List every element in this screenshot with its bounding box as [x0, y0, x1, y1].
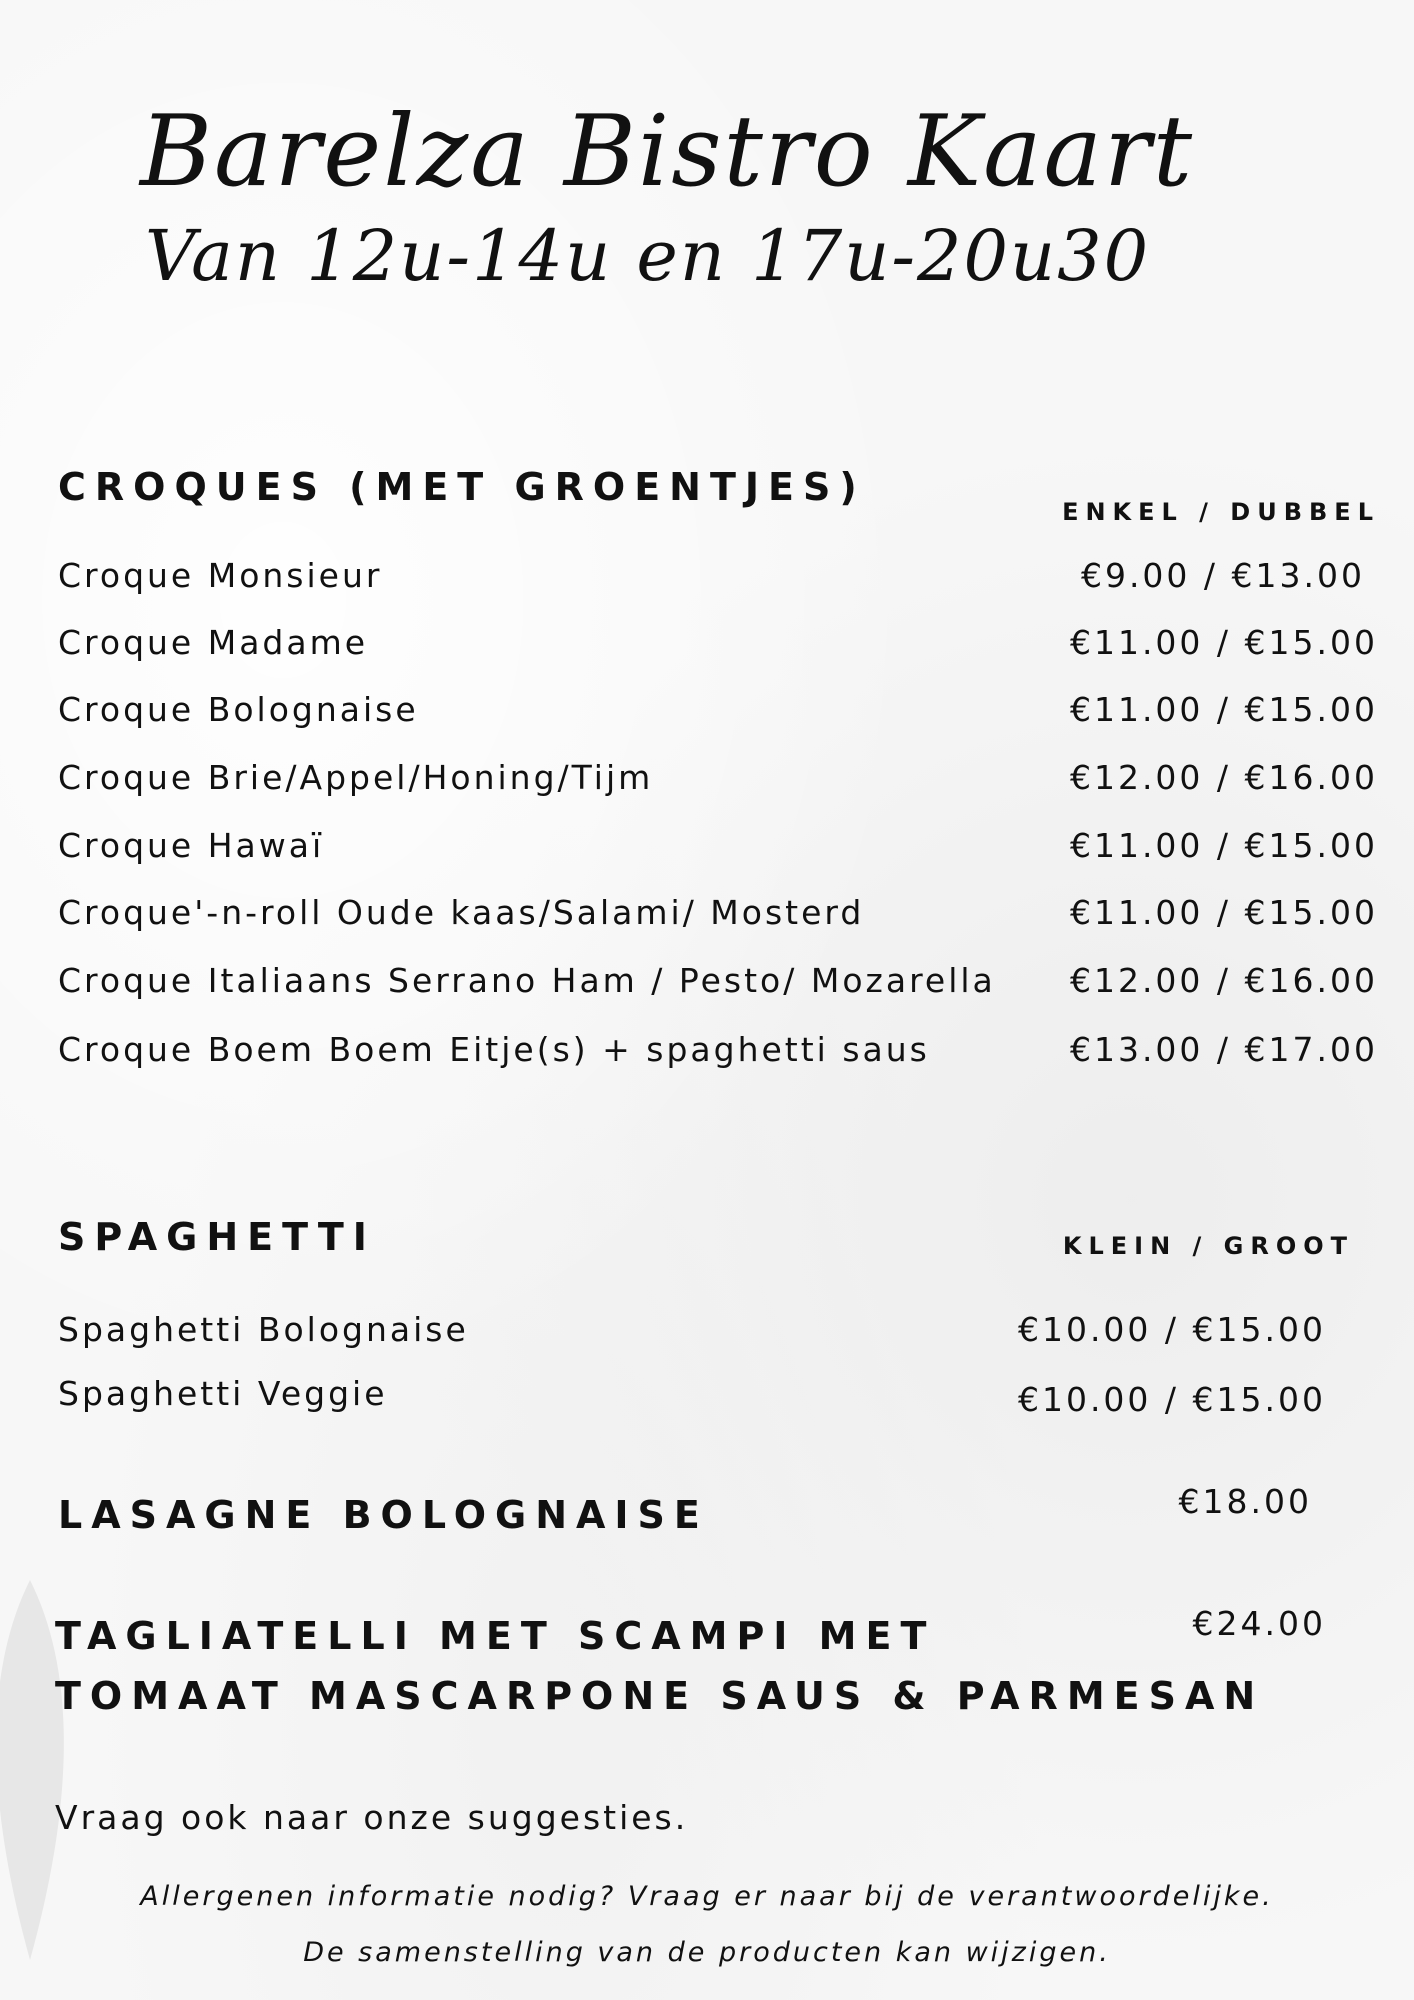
croque-item-name: Croque Madame [58, 623, 369, 662]
spaghetti-item-name: Spaghetti Bolognaise [58, 1310, 469, 1349]
croque-item-price: €11.00 / €15.00 [1069, 893, 1378, 932]
croque-item-name: Croque Brie/Appel/Honing/Tijm [58, 758, 654, 797]
spaghetti-heading: SPAGHETTI [58, 1215, 376, 1259]
croque-item-name: Croque'-n-roll Oude kaas/Salami/ Mosterd [58, 893, 865, 932]
spaghetti-item-name: Spaghetti Veggie [58, 1374, 388, 1413]
croque-item-price: €12.00 / €16.00 [1069, 758, 1378, 797]
croque-item-name: Croque Boem Boem Eitje(s) + spaghetti saus [58, 1030, 930, 1069]
croque-item-name: Croque Monsieur [58, 556, 383, 595]
opening-hours: Van 12u-14u en 17u-20u30 [145, 215, 1151, 297]
lasagne-price: €18.00 [1178, 1482, 1312, 1521]
spaghetti-item-price: €10.00 / €15.00 [1017, 1380, 1326, 1419]
croques-heading: CROQUES (MET GROENTJES) [58, 465, 866, 509]
croque-item-price: €11.00 / €15.00 [1069, 690, 1378, 729]
tagliatelli-heading-line1: TAGLIATELLI MET SCAMPI MET [55, 1614, 936, 1658]
spaghetti-item-price: €10.00 / €15.00 [1017, 1310, 1326, 1349]
suggestion-note: Vraag ook naar onze suggesties. [55, 1798, 689, 1837]
menu-title: Barelza Bistro Kaart [140, 95, 1195, 209]
composition-note: De samenstelling van de producten kan wijzigen. [303, 1937, 1111, 1968]
allergen-note: Allergenen informatie nodig? Vraag er naar bij de verantwoordelijke. [140, 1881, 1274, 1912]
spaghetti-column-header: KLEIN / GROOT [1062, 1232, 1354, 1260]
croque-item-name: Croque Bolognaise [58, 690, 419, 729]
tagliatelli-heading-line2: TOMAAT MASCARPONE SAUS & PARMESAN [55, 1674, 1265, 1718]
croque-item-price: €11.00 / €15.00 [1069, 623, 1378, 662]
tagliatelli-price: €24.00 [1192, 1604, 1326, 1643]
croque-item-name: Croque Italiaans Serrano Ham / Pesto/ Mozarella [58, 961, 996, 1000]
croque-item-price: €13.00 / €17.00 [1069, 1030, 1378, 1069]
croque-item-price: €9.00 / €13.00 [1080, 556, 1365, 595]
lasagne-heading: LASAGNE BOLOGNAISE [58, 1493, 709, 1537]
croque-item-price: €11.00 / €15.00 [1069, 826, 1378, 865]
croque-item-name: Croque Hawaï [58, 826, 325, 865]
croque-item-price: €12.00 / €16.00 [1069, 961, 1378, 1000]
croques-column-header: ENKEL / DUBBEL [1062, 498, 1380, 526]
